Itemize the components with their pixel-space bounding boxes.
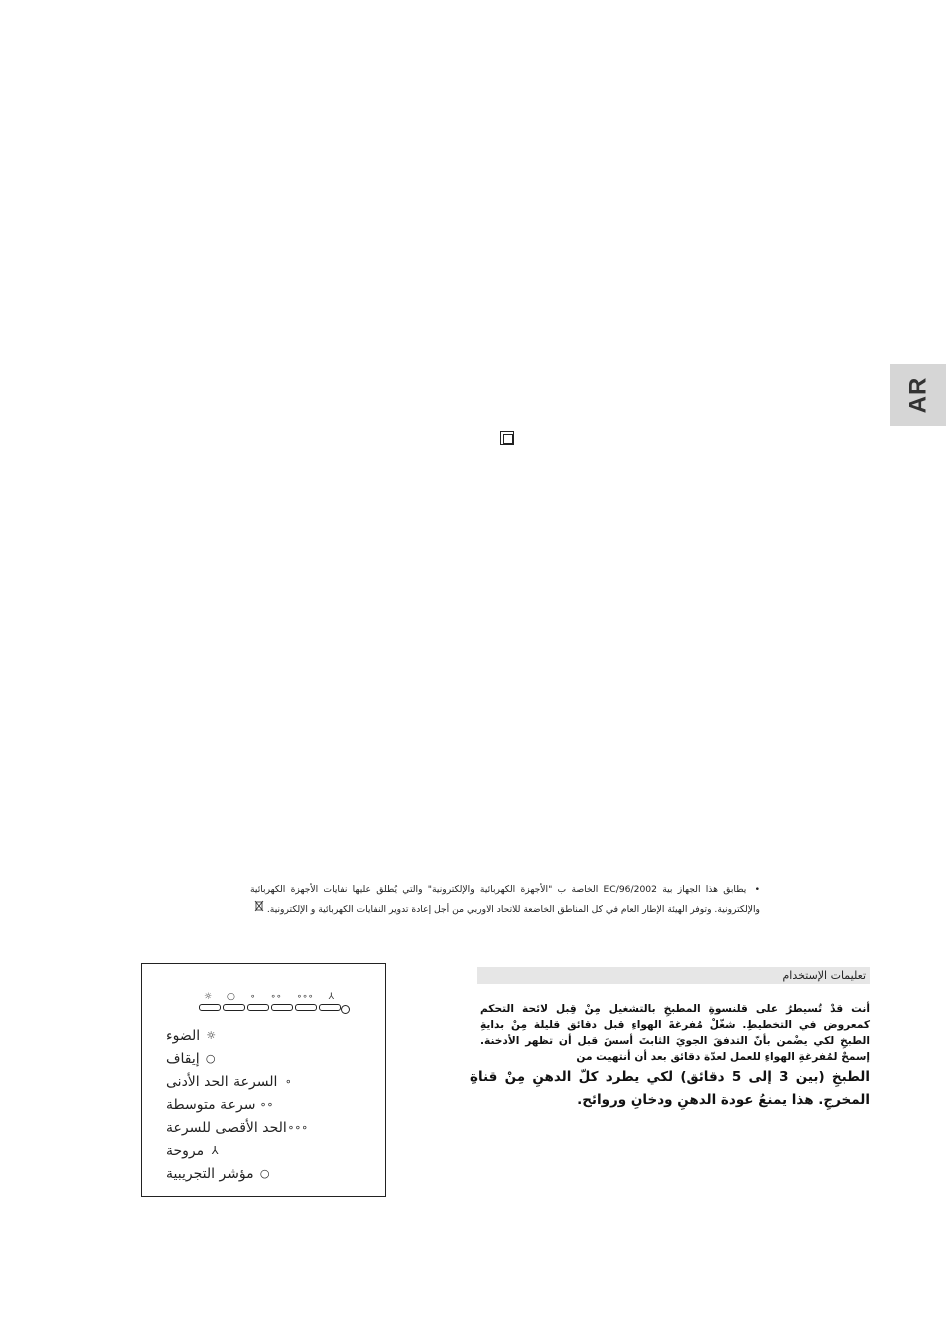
pilot-indicator-icon: [341, 1005, 350, 1014]
weee-notice: [250, 881, 760, 919]
double-insulation-icon: [500, 431, 514, 445]
legend-item: [160, 1070, 340, 1093]
crossed-bin-icon: [254, 899, 264, 917]
speed-min-button[interactable]: [247, 1004, 269, 1011]
speed-min-icon: ∘: [284, 1075, 292, 1088]
legend-label: إيقاف: [166, 1050, 200, 1067]
section-heading: تعليمات الإستخدام: [477, 967, 870, 984]
legend-item: [160, 1093, 340, 1116]
weee-text: يطابق هذا الجهاز بية EC/96/2002 الخاصة ب "الأجهزة الكهربائية والإلكترونية" والتي يُطلق عليها نفايات الأجهزة الكهربائية والإلكترونية. وتوفر الهيئة الإطار العام في كل المناطق الخاضعة للاتحاد الاوربي من أجل إعادة تدوير النفايات الكهربائية و الإلكترونية.: [250, 884, 760, 915]
control-panel-diagram: [141, 963, 386, 1197]
fan-icon: ⅄: [328, 992, 334, 1002]
legend-label: مؤشر التجريبية: [166, 1165, 254, 1182]
speed-max-icon: ∘∘∘: [296, 992, 314, 1002]
legend-label: مروحة: [166, 1142, 205, 1159]
speed-medium-icon: ∘∘: [259, 1098, 274, 1111]
fan-icon: ⅄: [211, 1144, 219, 1157]
legend-label: السرعة الحد الأدنى: [166, 1073, 278, 1090]
legend-label: سرعة متوسطة: [166, 1096, 256, 1113]
legend-item: [160, 1047, 340, 1070]
legend-label: الحد الأقصى للسرعة: [166, 1119, 287, 1136]
panel-icon-row: [204, 990, 334, 1004]
indicator-icon: ○: [259, 1167, 270, 1180]
speed-max-button[interactable]: [295, 1004, 317, 1011]
language-tab-label: AR: [903, 376, 931, 414]
off-icon: ○: [227, 992, 235, 1002]
panel-legend: [160, 1024, 340, 1185]
legend-item: [160, 1116, 340, 1139]
instructions-paragraph-large: الطبخِ (بين 3 إلى 5 دقائق) لكي يطرد كلّ الدهنِ مِنْ قناةِ المخرجِ. هذا يمنعُ عودة الدهنِ ودخانِ وروائح.: [470, 1069, 870, 1108]
speed-min-icon: ∘: [249, 992, 256, 1002]
fan-button[interactable]: [319, 1004, 341, 1011]
speed-medium-button[interactable]: [271, 1004, 293, 1011]
legend-item: [160, 1139, 340, 1162]
light-icon: ☼: [206, 1029, 217, 1042]
light-icon: ☼: [204, 992, 213, 1002]
language-tab: [890, 364, 946, 426]
speed-medium-icon: ∘∘: [270, 992, 282, 1002]
off-button[interactable]: [223, 1004, 245, 1011]
bullet: •: [754, 884, 760, 895]
speed-max-icon: ∘∘∘: [287, 1121, 309, 1134]
panel-button-row: [199, 1004, 341, 1011]
legend-item: [160, 1162, 340, 1185]
instructions-paragraph: أنت قدْ تُسيطرُ على قلنسوةِ المطبخِ بالتشغيل مِنْ قِبل لائحة التحكم كمعروض في التخطيطِ. شغّلْ مُفرغةَ الهواءِ قبل دقائق قليلة مِنْ بدايةِ الطبخِ لكي يضْمن بأنّ التدفقَ الجويَ الثابتَ أسسَ قبل أن تظهر الأدخنة. إسمحْ لمُفرغةِ الهواءِ للعمل لعدّة دقائق بعد أن أنتهيت من: [480, 1003, 870, 1063]
off-icon: ○: [205, 1052, 216, 1065]
legend-item: [160, 1024, 340, 1047]
light-button[interactable]: [199, 1004, 221, 1011]
legend-label: الضوء: [166, 1027, 201, 1044]
